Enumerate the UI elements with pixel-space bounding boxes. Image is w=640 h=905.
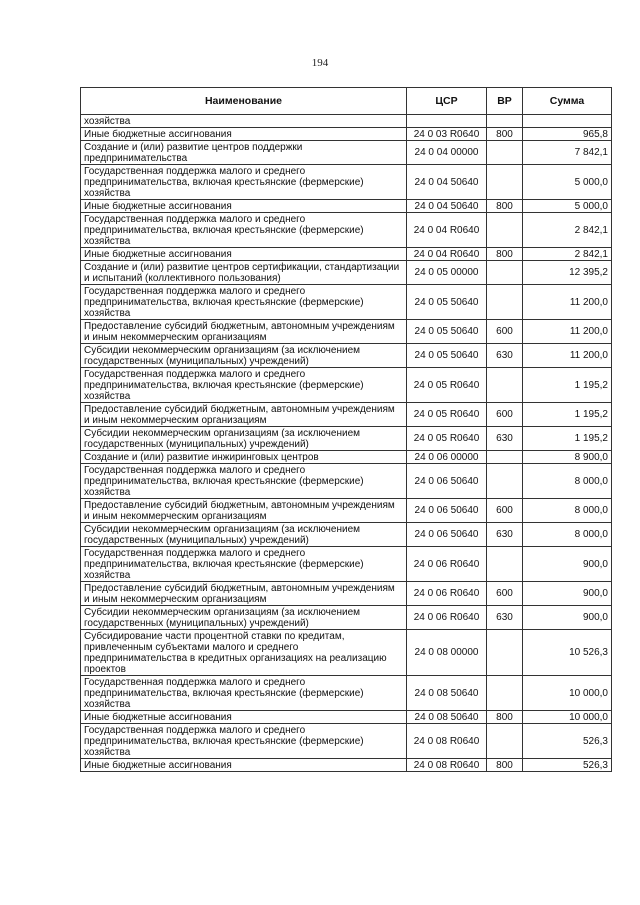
header-sum: Сумма [523, 88, 612, 115]
row-vr-cell [487, 630, 523, 676]
row-name-cell: Предоставление субсидий бюджетным, автономным учреждениям и иным некоммерческим организациям [81, 499, 407, 523]
row-vr-cell [487, 676, 523, 711]
row-sum-cell: 1 195,2 [523, 427, 612, 451]
table-row [81, 320, 612, 344]
row-name-cell: Иные бюджетные ассигнования [81, 248, 407, 261]
row-vr-cell: 800 [487, 248, 523, 261]
row-csr-cell: 24 0 06 50640 [407, 464, 487, 499]
table-row [81, 213, 612, 248]
row-sum-cell: 8 000,0 [523, 464, 612, 499]
header-name: Наименование [81, 88, 407, 115]
row-name-cell: Субсидии некоммерческим организациям (за исключением государственных (муниципальных) учреждений) [81, 427, 407, 451]
row-vr-cell: 630 [487, 523, 523, 547]
table-row [81, 711, 612, 724]
table-row [81, 676, 612, 711]
row-csr-cell: 24 0 08 R0640 [407, 724, 487, 759]
row-vr-cell [487, 261, 523, 285]
row-csr-cell: 24 0 06 50640 [407, 499, 487, 523]
table-row [81, 248, 612, 261]
row-sum-cell: 10 000,0 [523, 676, 612, 711]
table-row [81, 261, 612, 285]
row-name-cell: Субсидирование части процентной ставки по кредитам, привлеченным субъектами малого и среднего предпринимательства в кредитных организациях на реализацию проектов [81, 630, 407, 676]
row-csr-cell: 24 0 08 00000 [407, 630, 487, 676]
row-vr-cell: 800 [487, 759, 523, 772]
row-vr-cell [487, 368, 523, 403]
table-row [81, 285, 612, 320]
row-vr-cell [487, 724, 523, 759]
table-row [81, 724, 612, 759]
row-sum-cell: 8 000,0 [523, 523, 612, 547]
row-csr-cell: 24 0 04 R0640 [407, 213, 487, 248]
row-csr-cell: 24 0 04 R0640 [407, 248, 487, 261]
row-csr-cell: 24 0 08 R0640 [407, 759, 487, 772]
row-vr-cell [487, 165, 523, 200]
table-row [81, 630, 612, 676]
header-csr: ЦСР [407, 88, 487, 115]
row-name-cell: хозяйства [81, 115, 407, 128]
row-sum-cell: 5 000,0 [523, 165, 612, 200]
table-row [81, 115, 612, 128]
row-sum-cell: 2 842,1 [523, 248, 612, 261]
row-csr-cell: 24 0 03 R0640 [407, 128, 487, 141]
table-row [81, 499, 612, 523]
row-vr-cell [487, 141, 523, 165]
row-vr-cell: 600 [487, 582, 523, 606]
page-number: 194 [311, 57, 329, 69]
row-sum-cell [523, 115, 612, 128]
row-sum-cell: 900,0 [523, 582, 612, 606]
row-vr-cell: 600 [487, 320, 523, 344]
row-name-cell: Государственная поддержка малого и среднего предпринимательства, включая крестьянские (фермерские) хозяйства [81, 165, 407, 200]
row-csr-cell: 24 0 06 R0640 [407, 547, 487, 582]
row-sum-cell: 10 000,0 [523, 711, 612, 724]
row-name-cell: Создание и (или) развитие центров поддержки предпринимательства [81, 141, 407, 165]
row-csr-cell: 24 0 06 R0640 [407, 606, 487, 630]
row-csr-cell [407, 115, 487, 128]
row-name-cell: Иные бюджетные ассигнования [81, 711, 407, 724]
header-vr: ВР [487, 88, 523, 115]
row-sum-cell: 12 395,2 [523, 261, 612, 285]
budget-table [80, 87, 612, 772]
row-name-cell: Государственная поддержка малого и среднего предпринимательства, включая крестьянские (фермерские) хозяйства [81, 676, 407, 711]
table-row [81, 427, 612, 451]
row-sum-cell: 965,8 [523, 128, 612, 141]
row-csr-cell: 24 0 05 50640 [407, 285, 487, 320]
row-sum-cell: 900,0 [523, 606, 612, 630]
row-vr-cell [487, 213, 523, 248]
table-header-row [81, 88, 612, 115]
table-row [81, 523, 612, 547]
row-name-cell: Создание и (или) развитие инжиринговых центров [81, 451, 407, 464]
row-sum-cell: 526,3 [523, 724, 612, 759]
row-sum-cell: 2 842,1 [523, 213, 612, 248]
row-sum-cell: 11 200,0 [523, 285, 612, 320]
row-sum-cell: 8 900,0 [523, 451, 612, 464]
row-csr-cell: 24 0 05 R0640 [407, 368, 487, 403]
row-sum-cell: 900,0 [523, 547, 612, 582]
row-vr-cell [487, 451, 523, 464]
row-name-cell: Иные бюджетные ассигнования [81, 759, 407, 772]
row-sum-cell: 10 526,3 [523, 630, 612, 676]
table-row [81, 128, 612, 141]
row-sum-cell: 5 000,0 [523, 200, 612, 213]
row-vr-cell: 800 [487, 711, 523, 724]
row-vr-cell: 600 [487, 403, 523, 427]
row-csr-cell: 24 0 06 50640 [407, 523, 487, 547]
row-vr-cell [487, 115, 523, 128]
row-sum-cell: 1 195,2 [523, 403, 612, 427]
row-csr-cell: 24 0 05 R0640 [407, 427, 487, 451]
table-row [81, 165, 612, 200]
row-vr-cell: 800 [487, 128, 523, 141]
table-row [81, 606, 612, 630]
table-row [81, 344, 612, 368]
row-csr-cell: 24 0 06 00000 [407, 451, 487, 464]
row-csr-cell: 24 0 04 50640 [407, 165, 487, 200]
row-csr-cell: 24 0 04 50640 [407, 200, 487, 213]
row-sum-cell: 11 200,0 [523, 320, 612, 344]
row-name-cell: Иные бюджетные ассигнования [81, 128, 407, 141]
row-vr-cell [487, 547, 523, 582]
row-name-cell: Предоставление субсидий бюджетным, автономным учреждениям и иным некоммерческим организациям [81, 320, 407, 344]
row-csr-cell: 24 0 05 50640 [407, 320, 487, 344]
row-name-cell: Субсидии некоммерческим организациям (за исключением государственных (муниципальных) учреждений) [81, 606, 407, 630]
row-csr-cell: 24 0 04 00000 [407, 141, 487, 165]
row-name-cell: Государственная поддержка малого и среднего предпринимательства, включая крестьянские (фермерские) хозяйства [81, 464, 407, 499]
row-name-cell: Создание и (или) развитие центров сертификации, стандартизации и испытаний (коллективного пользования) [81, 261, 407, 285]
table-row [81, 200, 612, 213]
row-name-cell: Государственная поддержка малого и среднего предпринимательства, включая крестьянские (фермерские) хозяйства [81, 213, 407, 248]
table-row [81, 547, 612, 582]
row-vr-cell: 630 [487, 427, 523, 451]
row-name-cell: Государственная поддержка малого и среднего предпринимательства, включая крестьянские (фермерские) хозяйства [81, 547, 407, 582]
row-name-cell: Государственная поддержка малого и среднего предпринимательства, включая крестьянские (фермерские) хозяйства [81, 368, 407, 403]
table-row [81, 141, 612, 165]
row-vr-cell [487, 464, 523, 499]
row-vr-cell: 630 [487, 344, 523, 368]
row-csr-cell: 24 0 05 50640 [407, 344, 487, 368]
row-vr-cell: 800 [487, 200, 523, 213]
row-name-cell: Государственная поддержка малого и среднего предпринимательства, включая крестьянские (фермерские) хозяйства [81, 724, 407, 759]
table-row [81, 451, 612, 464]
row-name-cell: Предоставление субсидий бюджетным, автономным учреждениям и иным некоммерческим организациям [81, 582, 407, 606]
table-body [81, 115, 612, 772]
row-name-cell: Иные бюджетные ассигнования [81, 200, 407, 213]
table-row [81, 759, 612, 772]
row-vr-cell: 600 [487, 499, 523, 523]
row-sum-cell: 1 195,2 [523, 368, 612, 403]
row-csr-cell: 24 0 05 00000 [407, 261, 487, 285]
row-sum-cell: 11 200,0 [523, 344, 612, 368]
row-csr-cell: 24 0 08 50640 [407, 711, 487, 724]
row-sum-cell: 8 000,0 [523, 499, 612, 523]
row-csr-cell: 24 0 06 R0640 [407, 582, 487, 606]
table-row [81, 464, 612, 499]
row-vr-cell [487, 285, 523, 320]
row-name-cell: Государственная поддержка малого и среднего предпринимательства, включая крестьянские (фермерские) хозяйства [81, 285, 407, 320]
table-row [81, 403, 612, 427]
row-name-cell: Предоставление субсидий бюджетным, автономным учреждениям и иным некоммерческим организациям [81, 403, 407, 427]
row-sum-cell: 526,3 [523, 759, 612, 772]
row-vr-cell: 630 [487, 606, 523, 630]
table-row [81, 582, 612, 606]
row-csr-cell: 24 0 08 50640 [407, 676, 487, 711]
row-sum-cell: 7 842,1 [523, 141, 612, 165]
table-row [81, 368, 612, 403]
row-name-cell: Субсидии некоммерческим организациям (за исключением государственных (муниципальных) учреждений) [81, 344, 407, 368]
row-name-cell: Субсидии некоммерческим организациям (за исключением государственных (муниципальных) учреждений) [81, 523, 407, 547]
row-csr-cell: 24 0 05 R0640 [407, 403, 487, 427]
